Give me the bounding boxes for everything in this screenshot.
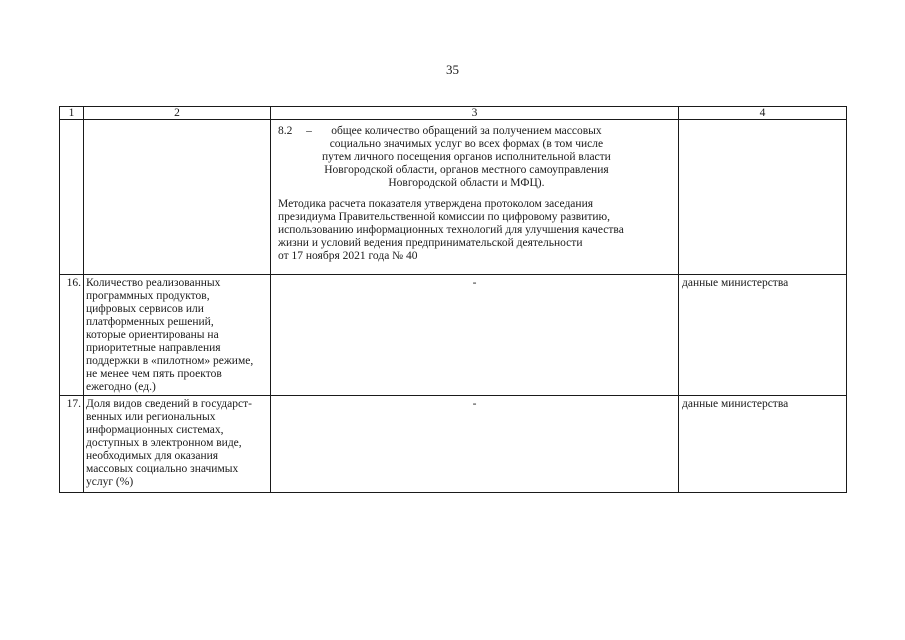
- calculation-cell: -: [271, 275, 679, 396]
- text-line: информационных системах,: [86, 424, 224, 436]
- text-line: поддержки в «пилотном» режиме,: [86, 355, 254, 367]
- text-line: жизни и условий ведения предпринимательской деятельности: [278, 237, 583, 249]
- text-line: венных или региональных: [86, 411, 216, 423]
- header-col-4: 4: [679, 107, 847, 120]
- table-row-continuation: [60, 120, 847, 275]
- text-line: массовых социально значимых: [86, 463, 239, 475]
- text-line: цифровых сервисов или: [86, 303, 204, 315]
- methodology-note: [278, 198, 674, 263]
- text-line: программных продуктов,: [86, 290, 210, 302]
- row-number: 16.: [60, 275, 84, 396]
- indicator-name: [84, 396, 271, 493]
- text-line: использованию информационных технологий для улучшения качества: [278, 224, 624, 236]
- text-line: услуг (%): [86, 476, 134, 488]
- row-number: 17.: [60, 396, 84, 493]
- header-col-3: 3: [271, 107, 679, 120]
- header-col-2: 2: [84, 107, 271, 120]
- indicator-name: [84, 275, 271, 396]
- text-line: Новгородской области, органов местного самоуправления: [324, 164, 609, 176]
- data-source: данные министерства: [679, 275, 847, 396]
- row-number: [60, 120, 84, 275]
- data-source: [679, 120, 847, 275]
- formula-item-dash: –: [306, 125, 312, 137]
- text-line: ежегодно (ед.): [86, 381, 156, 393]
- text-line: Новгородской области и МФЦ).: [388, 177, 545, 189]
- text-line: общее количество обращений за получением массовых: [331, 125, 602, 137]
- text-line: президиума Правительственной комиссии по цифровому развитию,: [278, 211, 610, 223]
- formula-item: [278, 125, 674, 190]
- table-row: [60, 275, 847, 396]
- formula-item-number: 8.2: [278, 125, 293, 137]
- text-line: от 17 ноября 2021 года № 40: [278, 250, 418, 262]
- data-source: данные министерства: [679, 396, 847, 493]
- table-row: [60, 396, 847, 493]
- text-line: необходимых для оказания: [86, 450, 219, 462]
- text-line: Методика расчета показателя утверждена протоколом заседания: [278, 198, 594, 210]
- text-line: путем личного посещения органов исполнительной власти: [322, 151, 611, 163]
- text-line: приоритетные направления: [86, 342, 221, 354]
- text-line: платформенных решений,: [86, 316, 214, 328]
- formula-item-text: [318, 125, 611, 190]
- header-col-1: 1: [60, 107, 84, 120]
- text-line: социально значимых услуг во всех формах (в том числе: [329, 138, 604, 150]
- calculation-cell: -: [271, 396, 679, 493]
- calculation-cell: [271, 120, 679, 275]
- text-line: Доля видов сведений в государст-: [86, 398, 252, 410]
- indicator-table: [59, 106, 847, 493]
- text-line: Количество реализованных: [86, 277, 221, 289]
- page-number: 35: [446, 62, 459, 77]
- text-line: которые ориентированы на: [86, 329, 219, 341]
- indicator-name: [84, 120, 271, 275]
- text-line: доступных в электронном виде,: [86, 437, 242, 449]
- table-header-row: [60, 107, 847, 120]
- text-line: не менее чем пять проектов: [86, 368, 222, 380]
